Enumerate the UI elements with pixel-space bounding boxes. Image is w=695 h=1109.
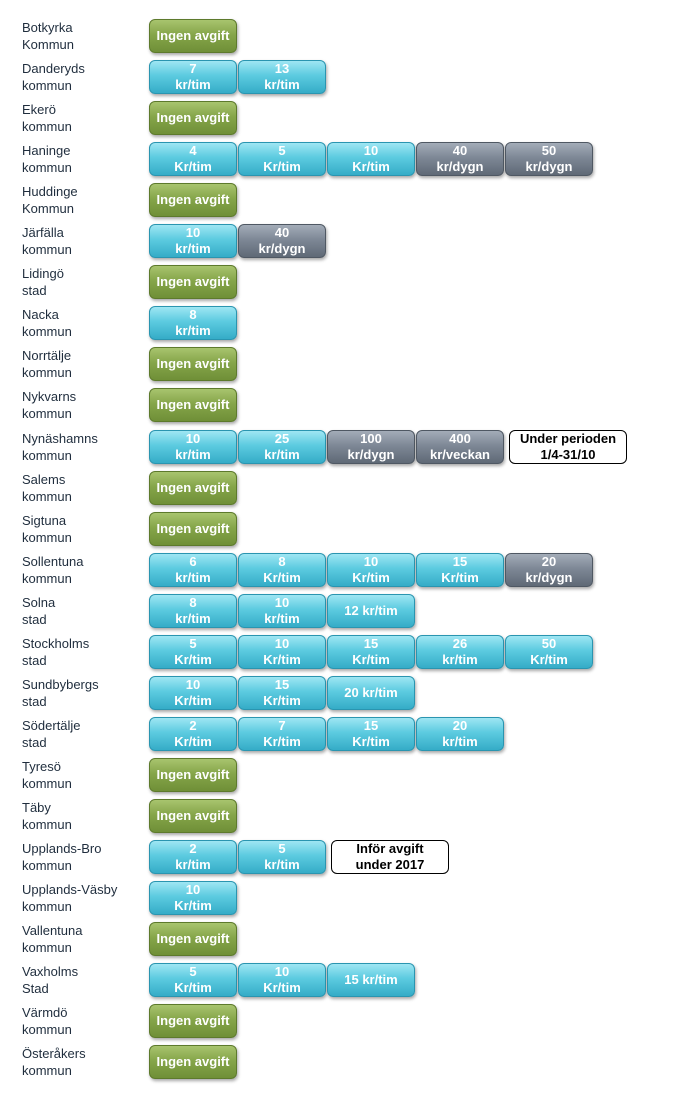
municipality-row bbox=[0, 101, 695, 139]
fee-text: 20 kr/tim bbox=[344, 685, 398, 700]
municipality-row bbox=[0, 1045, 695, 1083]
free-badge bbox=[149, 471, 237, 505]
municipality-name-line: Sundbybergs bbox=[22, 677, 99, 692]
fee-text: Ingen avgift bbox=[156, 1054, 230, 1069]
municipality-row bbox=[0, 224, 695, 262]
municipality-row bbox=[0, 881, 695, 919]
municipality-name-line: kommun bbox=[22, 119, 72, 134]
hourly-fee-box bbox=[327, 142, 415, 176]
fee-text: 100 bbox=[360, 431, 382, 446]
fee-text: under 2017 bbox=[355, 857, 425, 872]
fee-text: Kr/tim bbox=[174, 652, 212, 667]
hourly-fee-box bbox=[238, 635, 326, 669]
fee-text: 2 bbox=[189, 718, 197, 733]
municipality-name bbox=[22, 224, 147, 258]
municipality-name-line: Haninge bbox=[22, 143, 71, 158]
municipality-name-line: kommun bbox=[22, 817, 72, 832]
municipality-name-line: Stad bbox=[22, 981, 49, 996]
municipality-name-line: Sollentuna bbox=[22, 554, 84, 569]
fee-text: 10 bbox=[185, 431, 201, 446]
municipality-name-line: Huddinge bbox=[22, 184, 78, 199]
hourly-fee-box bbox=[149, 224, 237, 258]
municipality-row bbox=[0, 183, 695, 221]
municipality-name bbox=[22, 840, 147, 874]
municipality-name bbox=[22, 963, 147, 997]
municipality-name-line: Stockholms bbox=[22, 636, 90, 651]
hourly-fee-box bbox=[416, 635, 504, 669]
fee-text: 7 bbox=[278, 718, 286, 733]
free-badge bbox=[149, 1045, 237, 1079]
municipality-name-line: Vaxholms bbox=[22, 964, 79, 979]
municipality-name bbox=[22, 306, 147, 340]
fee-text: 7 bbox=[189, 61, 197, 76]
fee-text: Kr/tim bbox=[263, 734, 301, 749]
fee-text: kr/tim bbox=[264, 857, 300, 872]
municipality-name bbox=[22, 1045, 147, 1079]
fee-text: 10 bbox=[185, 225, 201, 240]
fee-text: Kr/tim bbox=[352, 734, 390, 749]
fee-text: 10 bbox=[274, 636, 290, 651]
municipality-name-line: kommun bbox=[22, 406, 72, 421]
municipality-name-line: kommun bbox=[22, 776, 72, 791]
municipality-row bbox=[0, 1004, 695, 1042]
fee-text: Ingen avgift bbox=[156, 931, 230, 946]
municipality-row bbox=[0, 142, 695, 180]
fee-text: Ingen avgift bbox=[156, 192, 230, 207]
fee-text: 2 bbox=[189, 841, 197, 856]
fee-text: kr/dygn bbox=[436, 159, 484, 174]
municipality-name-line: stad bbox=[22, 283, 47, 298]
municipality-row bbox=[0, 840, 695, 878]
fee-text: Kr/tim bbox=[530, 652, 568, 667]
daily-fee-box bbox=[416, 430, 504, 464]
fee-text: 10 bbox=[185, 882, 201, 897]
fee-text: Under perioden bbox=[519, 431, 617, 446]
hourly-fee-box bbox=[327, 717, 415, 751]
free-badge bbox=[149, 1004, 237, 1038]
municipality-name bbox=[22, 471, 147, 505]
fee-text: Kr/tim bbox=[352, 652, 390, 667]
fee-text: Kr/tim bbox=[263, 693, 301, 708]
municipality-name-line: Nykvarns bbox=[22, 389, 77, 404]
municipality-name-line: Kommun bbox=[22, 37, 75, 52]
municipality-row bbox=[0, 594, 695, 632]
fee-text: 400 bbox=[449, 431, 471, 446]
fee-text: kr/tim bbox=[175, 611, 211, 626]
fee-text: 5 bbox=[278, 841, 286, 856]
municipality-row bbox=[0, 799, 695, 837]
fee-text: 13 bbox=[274, 61, 290, 76]
hourly-fee-box bbox=[238, 717, 326, 751]
fee-text: Ingen avgift bbox=[156, 767, 230, 782]
free-badge bbox=[149, 19, 237, 53]
fee-text: 5 bbox=[278, 143, 286, 158]
fee-text: Kr/tim bbox=[174, 159, 212, 174]
municipality-row bbox=[0, 306, 695, 344]
fee-text: 10 bbox=[363, 554, 379, 569]
municipality-row bbox=[0, 430, 695, 468]
municipality-name-line: Lidingö bbox=[22, 266, 64, 281]
hourly-fee-box bbox=[238, 430, 326, 464]
free-badge bbox=[149, 799, 237, 833]
municipality-row bbox=[0, 388, 695, 426]
hourly-fee-box bbox=[238, 142, 326, 176]
hourly-fee-box bbox=[327, 553, 415, 587]
municipality-name bbox=[22, 430, 147, 464]
hourly-fee-box bbox=[149, 306, 237, 340]
hourly-fee-box bbox=[505, 635, 593, 669]
fee-text: Kr/tim bbox=[441, 570, 479, 585]
hourly-fee-box bbox=[327, 635, 415, 669]
municipality-name-line: Tyresö bbox=[22, 759, 62, 774]
fee-text: 15 bbox=[363, 718, 379, 733]
municipality-name-line: Botkyrka bbox=[22, 20, 73, 35]
fee-text: 8 bbox=[278, 554, 286, 569]
fee-text: kr/tim bbox=[175, 77, 211, 92]
fee-text: 10 bbox=[185, 677, 201, 692]
fee-text: 12 kr/tim bbox=[344, 603, 398, 618]
municipality-name bbox=[22, 388, 147, 422]
fee-text: Ingen avgift bbox=[156, 808, 230, 823]
municipality-row bbox=[0, 60, 695, 98]
hourly-fee-box bbox=[149, 881, 237, 915]
fee-text: Ingen avgift bbox=[156, 28, 230, 43]
municipality-name-line: kommun bbox=[22, 160, 72, 175]
fee-text: 50 bbox=[541, 636, 557, 651]
municipality-name-line: Sigtuna bbox=[22, 513, 67, 528]
fee-text: kr/veckan bbox=[430, 447, 490, 462]
fee-text: 20 bbox=[452, 718, 468, 733]
fee-text: 10 bbox=[274, 964, 290, 979]
municipality-name bbox=[22, 594, 147, 628]
municipality-name-line: kommun bbox=[22, 530, 72, 545]
hourly-fee-box bbox=[238, 840, 326, 874]
free-badge bbox=[149, 758, 237, 792]
municipality-name-line: stad bbox=[22, 653, 47, 668]
fee-text: 20 bbox=[541, 554, 557, 569]
hourly-fee-box bbox=[149, 142, 237, 176]
hourly-fee-box bbox=[149, 430, 237, 464]
municipality-name-line: Ekerö bbox=[22, 102, 56, 117]
fee-text: Ingen avgift bbox=[156, 356, 230, 371]
free-badge bbox=[149, 101, 237, 135]
municipality-name-line: kommun bbox=[22, 1063, 72, 1078]
hourly-fee-box bbox=[416, 717, 504, 751]
fee-text: Ingen avgift bbox=[156, 110, 230, 125]
fee-text: 25 bbox=[274, 431, 290, 446]
fee-text: 15 kr/tim bbox=[344, 972, 398, 987]
municipality-name bbox=[22, 60, 147, 94]
municipality-name bbox=[22, 676, 147, 710]
fee-text: 10 bbox=[274, 595, 290, 610]
fee-text: kr/dygn bbox=[525, 570, 573, 585]
municipality-name bbox=[22, 142, 147, 176]
municipality-name bbox=[22, 265, 147, 299]
hourly-fee-box bbox=[149, 594, 237, 628]
fee-text: kr/tim bbox=[175, 241, 211, 256]
fee-text: 40 bbox=[452, 143, 468, 158]
note-box bbox=[331, 840, 449, 874]
municipality-name-line: kommun bbox=[22, 858, 72, 873]
municipality-name-line: kommun bbox=[22, 940, 72, 955]
fee-text: kr/tim bbox=[442, 652, 478, 667]
fee-text: 50 bbox=[541, 143, 557, 158]
municipality-name-line: kommun bbox=[22, 78, 72, 93]
municipality-row bbox=[0, 635, 695, 673]
municipality-name bbox=[22, 758, 147, 792]
municipality-name bbox=[22, 553, 147, 587]
municipality-row bbox=[0, 758, 695, 796]
municipality-name-line: Upplands-Bro bbox=[22, 841, 102, 856]
fee-text: kr/dygn bbox=[525, 159, 573, 174]
municipality-name bbox=[22, 635, 147, 669]
municipality-name-line: Upplands-Väsby bbox=[22, 882, 118, 897]
fee-text: kr/dygn bbox=[347, 447, 395, 462]
hourly-fee-box bbox=[327, 594, 415, 628]
municipality-name-line: Danderyds bbox=[22, 61, 85, 76]
fee-text: 15 bbox=[274, 677, 290, 692]
fee-text: Kr/tim bbox=[263, 159, 301, 174]
municipality-name bbox=[22, 881, 147, 915]
municipality-name-line: Nacka bbox=[22, 307, 59, 322]
hourly-fee-box bbox=[327, 676, 415, 710]
municipality-name-line: stad bbox=[22, 694, 47, 709]
municipality-name-line: kommun bbox=[22, 242, 72, 257]
municipality-name bbox=[22, 1004, 147, 1038]
fee-text: 5 bbox=[189, 964, 197, 979]
fee-text: Kr/tim bbox=[174, 980, 212, 995]
fee-text: Kr/tim bbox=[352, 570, 390, 585]
free-badge bbox=[149, 347, 237, 381]
fee-text: Kr/tim bbox=[174, 734, 212, 749]
municipality-name bbox=[22, 347, 147, 381]
municipality-name bbox=[22, 101, 147, 135]
free-badge bbox=[149, 183, 237, 217]
fee-text: kr/tim bbox=[442, 734, 478, 749]
municipality-name-line: kommun bbox=[22, 448, 72, 463]
fee-text: 6 bbox=[189, 554, 197, 569]
municipality-name bbox=[22, 512, 147, 546]
free-badge bbox=[149, 265, 237, 299]
fee-text: 4 bbox=[189, 143, 197, 158]
fee-text: Ingen avgift bbox=[156, 274, 230, 289]
note-box bbox=[509, 430, 627, 464]
fee-text: Ingen avgift bbox=[156, 397, 230, 412]
fee-text: Ingen avgift bbox=[156, 521, 230, 536]
fee-text: Inför avgift bbox=[356, 841, 424, 856]
hourly-fee-box bbox=[149, 60, 237, 94]
fee-text: 15 bbox=[452, 554, 468, 569]
municipality-row bbox=[0, 347, 695, 385]
fee-text: 40 bbox=[274, 225, 290, 240]
fee-text: Kr/tim bbox=[263, 980, 301, 995]
hourly-fee-box bbox=[416, 553, 504, 587]
municipality-name-line: kommun bbox=[22, 365, 72, 380]
municipality-name bbox=[22, 717, 147, 751]
hourly-fee-box bbox=[149, 717, 237, 751]
fee-text: 10 bbox=[363, 143, 379, 158]
fee-text: 26 bbox=[452, 636, 468, 651]
fee-text: 5 bbox=[189, 636, 197, 651]
municipality-name-line: stad bbox=[22, 735, 47, 750]
daily-fee-box bbox=[505, 142, 593, 176]
municipality-name-line: kommun bbox=[22, 324, 72, 339]
municipality-name bbox=[22, 183, 147, 217]
fee-text: kr/tim bbox=[264, 611, 300, 626]
fee-text: Kr/tim bbox=[263, 570, 301, 585]
municipality-name-line: kommun bbox=[22, 489, 72, 504]
free-badge bbox=[149, 388, 237, 422]
fee-text: kr/tim bbox=[175, 447, 211, 462]
hourly-fee-box bbox=[327, 963, 415, 997]
hourly-fee-box bbox=[238, 60, 326, 94]
municipality-row bbox=[0, 717, 695, 755]
daily-fee-box bbox=[505, 553, 593, 587]
municipality-name-line: stad bbox=[22, 612, 47, 627]
fee-text: Kr/tim bbox=[352, 159, 390, 174]
municipality-row bbox=[0, 553, 695, 591]
daily-fee-box bbox=[238, 224, 326, 258]
fee-text: kr/tim bbox=[264, 77, 300, 92]
fee-text: kr/tim bbox=[175, 857, 211, 872]
municipality-name-line: kommun bbox=[22, 1022, 72, 1037]
fee-text: kr/tim bbox=[175, 323, 211, 338]
hourly-fee-box bbox=[149, 635, 237, 669]
municipality-name-line: Vallentuna bbox=[22, 923, 83, 938]
fee-text: kr/dygn bbox=[258, 241, 306, 256]
fee-text: 8 bbox=[189, 307, 197, 322]
free-badge bbox=[149, 512, 237, 546]
municipality-row bbox=[0, 471, 695, 509]
hourly-fee-box bbox=[149, 676, 237, 710]
fee-text: Ingen avgift bbox=[156, 480, 230, 495]
municipality-row bbox=[0, 676, 695, 714]
fee-text: 15 bbox=[363, 636, 379, 651]
municipality-row bbox=[0, 963, 695, 1001]
fee-text: 8 bbox=[189, 595, 197, 610]
municipality-name-line: Järfälla bbox=[22, 225, 64, 240]
municipality-name bbox=[22, 922, 147, 956]
free-badge bbox=[149, 922, 237, 956]
daily-fee-box bbox=[416, 142, 504, 176]
municipality-name-line: Täby bbox=[22, 800, 51, 815]
fee-text: 1/4-31/10 bbox=[540, 447, 596, 462]
municipality-row bbox=[0, 265, 695, 303]
hourly-fee-box bbox=[238, 553, 326, 587]
hourly-fee-box bbox=[238, 594, 326, 628]
municipality-name-line: Salems bbox=[22, 472, 66, 487]
fee-text: kr/tim bbox=[175, 570, 211, 585]
municipality-name-line: Österåkers bbox=[22, 1046, 86, 1061]
hourly-fee-box bbox=[149, 553, 237, 587]
municipality-name-line: Solna bbox=[22, 595, 56, 610]
municipality-name-line: kommun bbox=[22, 571, 72, 586]
municipality-row bbox=[0, 922, 695, 960]
fee-text: Kr/tim bbox=[263, 652, 301, 667]
fee-text: Ingen avgift bbox=[156, 1013, 230, 1028]
municipality-name-line: kommun bbox=[22, 899, 72, 914]
hourly-fee-box bbox=[238, 963, 326, 997]
fee-text: Kr/tim bbox=[174, 898, 212, 913]
fee-text: Kr/tim bbox=[174, 693, 212, 708]
hourly-fee-box bbox=[149, 963, 237, 997]
hourly-fee-box bbox=[149, 840, 237, 874]
municipality-name bbox=[22, 799, 147, 833]
municipality-row bbox=[0, 512, 695, 550]
fee-text: kr/tim bbox=[264, 447, 300, 462]
municipality-name bbox=[22, 19, 147, 53]
municipality-name-line: Värmdö bbox=[22, 1005, 68, 1020]
municipality-name-line: Norrtälje bbox=[22, 348, 72, 363]
municipality-name-line: Södertälje bbox=[22, 718, 81, 733]
municipality-row bbox=[0, 19, 695, 57]
municipality-name-line: Nynäshamns bbox=[22, 431, 98, 446]
daily-fee-box bbox=[327, 430, 415, 464]
hourly-fee-box bbox=[238, 676, 326, 710]
municipality-name-line: Kommun bbox=[22, 201, 75, 216]
